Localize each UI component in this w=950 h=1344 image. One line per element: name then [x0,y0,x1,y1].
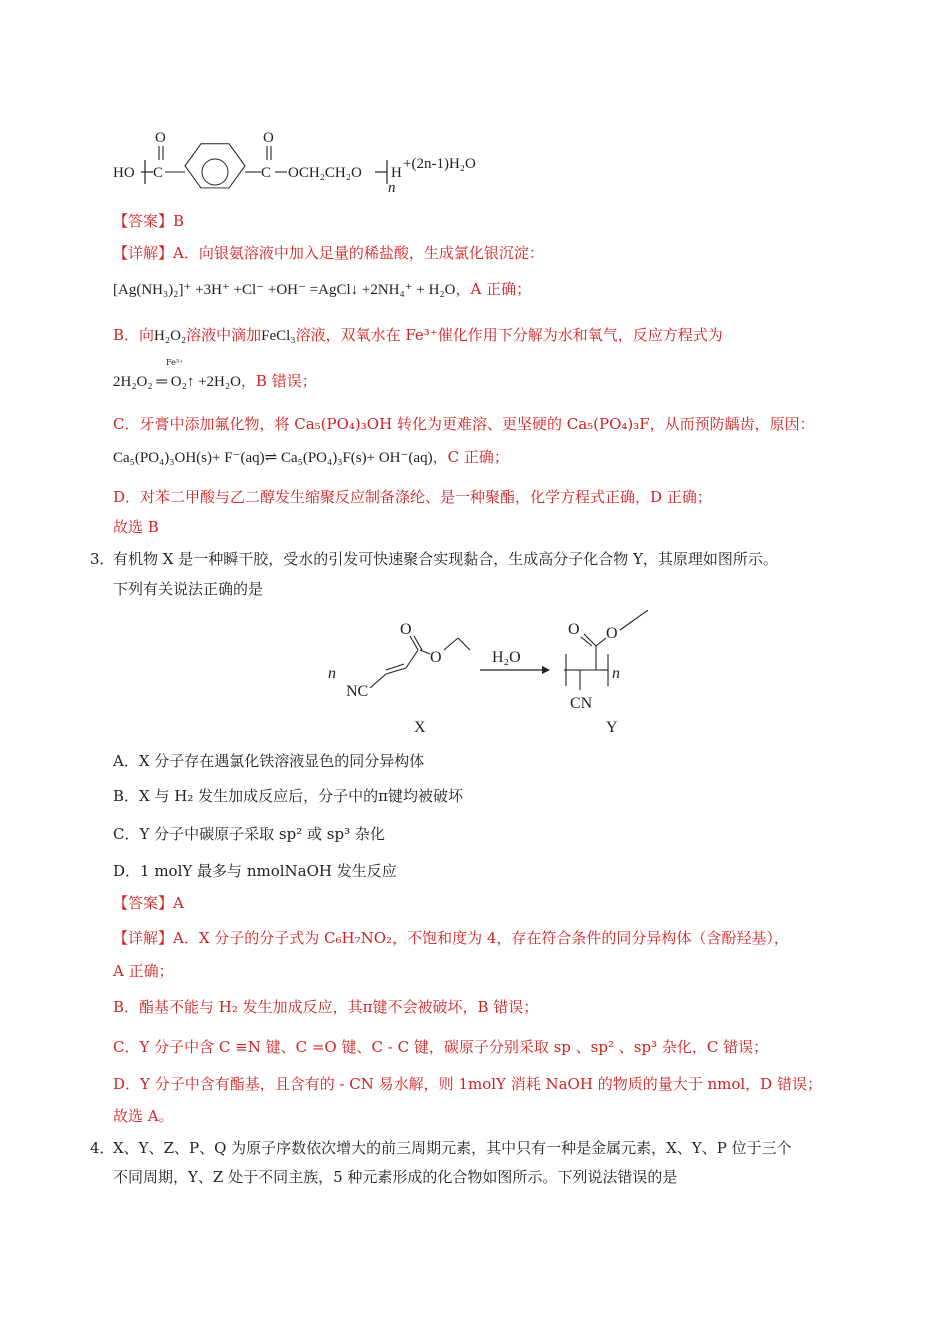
q3-option-a[interactable]: A．X 分子存在遇氯化铁溶液显色的同分异构体 [113,752,425,770]
q4-stem-line1: X、Y、Z、P、Q 为原子序数依次增大的前三周期元素，其中只有一种是金属元素，X、Y、P 位于三个 [113,1139,792,1157]
q4-stem-line2: 不同周期，Y、Z 处于不同主族，5 种元素形成的化合物如图所示。下列说法错误的是 [113,1168,678,1186]
q2-catalyst: Fe³⁺ [166,358,184,367]
q3-detail-a-line1: 【详解】A．X 分子的分子式为 C₆H₇NO₂，不饱和度为 4，存在符合条件的同分异构体（含酚羟基）， [113,929,789,947]
y-n-label: n [612,665,620,682]
q2-answer: 【答案】B [113,212,185,230]
q2-conclusion: 故选 B [113,518,159,536]
c-right-label: C [261,165,272,181]
q2-detail-b-part3: 溶液，双氧水在 Fe³⁺催化作用下分解为水和氧气，反应方程式为 [295,326,723,344]
x-n-label: n [328,665,336,682]
y-o-carbonyl-label: O [568,621,580,638]
q2-fecl3: FeCl₃ [261,328,296,344]
q3-option-c[interactable]: C．Y 分子中碳原子采取 sp² 或 sp³ 杂化 [113,825,385,843]
q3-conclusion: 故选 A。 [113,1107,174,1125]
q2-detail-a-tail: ，A 正确； [455,280,532,298]
q2-detail-a-equation: [Ag(NH₃)₂]⁺ +3H⁺ +Cl⁻ +OH⁻ =AgCl↓ +2NH₄⁺ + H₂O [113,282,456,298]
q2-detail-b-equation: 2H₂O₂ ═ O₂↑ +2H₂O [113,374,241,390]
q3-stem-line1: 有机物 X 是一种瞬干胶，受水的引发可快速聚合实现黏合，生成高分子化合物 Y，其原理如图所示。 [113,550,778,568]
q2-detail-c-text: C．牙膏中添加氟化物，将 Ca₅(PO₄)₃OH 转化为更难溶、更坚硬的 Ca₅(PO₄)₃F，从而预防龋齿，原因： [113,415,815,433]
q2-detail-b-text [113,324,723,347]
q3-stem-line2: 下列有关说法正确的是 [113,580,264,598]
o-left-label: O [155,130,166,146]
q3-detail-d: D．Y 分子中含有酯基，且含有的 - CN 易水解，则 1molY 消耗 NaOH 的物质的量大于 nmol，D 错误； [113,1075,822,1093]
q2-detail-c-equation: Ca₅(PO₄)₃OH(s)+ F⁻(aq)⇌ Ca₅(PO₄)₃F(s)+ OH⁻(aq) [113,450,433,466]
q2-detail-c-line [113,446,509,469]
q3-option-d[interactable]: D．1 molY 最多与 nmolNaOH 发生反应 [113,862,397,880]
ho-label: HO [113,165,135,181]
q2-detail-c-tail: ，C 正确； [432,448,509,466]
q3-reaction-figure [320,610,660,740]
n-sub-label: n [388,180,396,196]
q3-option-b[interactable]: B．X 与 H₂ 发生加成反应后，分子中的π键均被破坏 [113,787,463,805]
x-nc-label: NC [346,683,369,700]
c-left-label: C [153,165,164,181]
x-label: X [414,719,426,736]
q3-number: 3． [90,550,115,568]
y-cn-label: CN [570,695,593,712]
chain-label: OCH₂CH₂O [288,165,362,181]
q2-h2o2: H₂O₂ [154,328,187,344]
q3-detail-c: C．Y 分子中含 C ≡N 键、C =O 键、C - C 键，碳原子分别采取 sp 、sp² 、sp³ 杂化，C 错误； [113,1038,769,1056]
q2-detail-a-line [113,278,531,301]
pet-structure [105,120,505,200]
x-o-carbonyl-label: O [400,621,412,638]
x-o-ester-label: O [430,649,442,666]
q3-answer: 【答案】A [113,894,184,912]
q2-detail-b-line [113,370,317,393]
q2-detail-b-part2: 溶液中滴加 [186,326,262,344]
h2o-label: H₂O [492,649,521,666]
q3-detail-b: B．酯基不能与 H₂ 发生加成反应，其π键不会被破坏，B 错误； [113,998,539,1016]
o-right-label: O [263,130,274,146]
q2-detail-b-part1: B．向 [113,326,155,344]
q3-detail-a-line2: A 正确； [113,962,174,980]
q4-number: 4． [90,1139,115,1157]
q2-detail-b-tail: ，B 错误； [240,372,317,390]
q2-detail-a-text: 【详解】A．向银氨溶液中加入足量的稀盐酸，生成氯化银沉淀： [113,244,544,262]
byproduct-label: +(2n-1)H₂O [403,156,476,172]
y-label: Y [606,719,618,736]
q2-detail-d-text: D．对苯二甲酸与乙二醇发生缩聚反应制备涤纶、是一种聚酯，化学方程式正确，D 正确； [113,488,712,506]
y-o-ester-label: O [606,625,618,642]
h-label: H [391,165,402,181]
